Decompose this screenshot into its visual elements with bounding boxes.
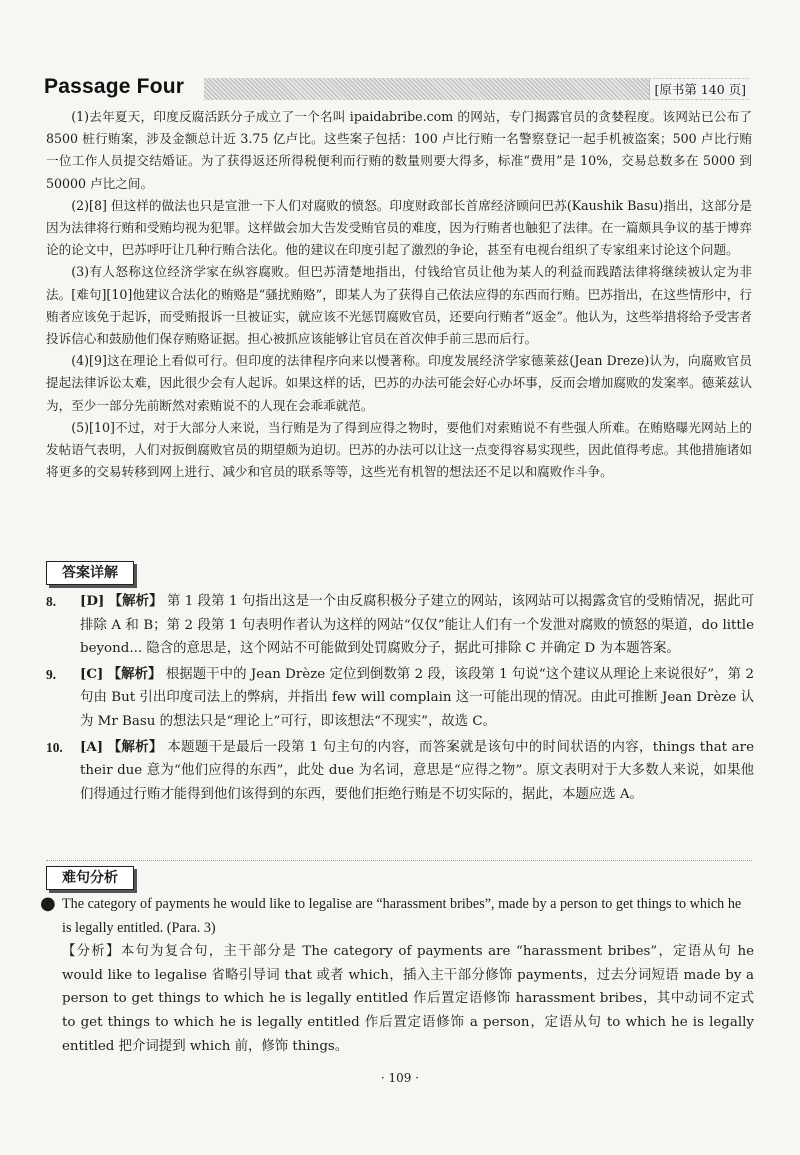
answer-number: 10. <box>46 739 63 755</box>
english-sentence: The category of payments he would like to legalise are “harassment bribes”, made by a person to get things to which he is legally entitled. (Para. 3) <box>62 896 742 936</box>
answer-list <box>46 590 754 808</box>
answer-explanation: 第 1 段第 1 句指出这是一个由反腐积极分子建立的网站，该网站可以揭露贪官的受贿情况，据此可排除 A 和 B；第 2 段第 1 句表明作者认为这样的网站“仅仅”能让人们有一个发泄对腐败的愤怒的渠道，do little beyond... 隐含的意思是，这个网站不可能做到处罚腐败分子，据此可排除 C 并确定 D 为本题答案。 <box>80 594 755 657</box>
answer-key: [D] <box>80 593 105 609</box>
translation-block <box>46 106 752 483</box>
bullet-icon: ● <box>40 893 56 914</box>
translation-paragraph-5: (5)[10]不过，对于大部分人来说，当行贿是为了得到应得之物时，要他们对索贿说不有些强人所难。在贿赂曝光网站上的发帖语气表明，人们对扳倒腐败官员的期望颇为迫切。巴苏的办法可以让这一点变得容易实现些，因此值得考虑。其他措施诸如将更多的交易转移到网上进行、减少和官员的联系等等，这些光有机智的想法还不足以和腐败作斗争。 <box>46 419 752 480</box>
passage-header <box>44 72 750 102</box>
difficult-sentence-block <box>40 893 754 1058</box>
section-divider <box>46 860 752 861</box>
answer-key: [C] <box>80 665 104 682</box>
sentence-analysis: 【分析】本句为复合句，主干部分是 The category of payments are “harassment bribes”，定语从句 he would like to legalise 省略引导词 that 或者 which，插入主干部分修饰 payments，过去分词短语 made by a person to get things to which he is legally entitled 作后置定语修饰 harassment bribes，其中动词不定式 to get things to which he is legally entitled 作后置定语修饰 a person，定语从句 to which he is legally entitled 把介词提到 which 前，修饰 things。 <box>62 944 754 1054</box>
answer-explanation: 本题题干是最后一段第 1 句主句的内容，而答案就是该句中的时间状语的内容，things that are their due 意为“他们应得的东西”，此处 due 为名词，意思是“应得之物”。原文表明对于大多数人来说，如果他们得通过行贿才能得到他们该得到的东西，要他们拒绝行贿是不切实际的，据此，本题应选 A。 <box>80 739 754 802</box>
translation-paragraph-4: (4)[9]这在理论上看似可行。但印度的法律程序向来以慢著称。印度发展经济学家德莱兹(Jean Dreze)认为，向腐败官员提起法律诉讼太难，因此很少会有人起诉。如果这样的话，巴苏的办法可能会好心办坏事，反而会增加腐败的发案率。德莱兹认为，至少一部分先前断然对索贿说不的人现在会乖乖就范。 <box>46 353 752 413</box>
answer-explanation: 根据题干中的 Jean Drèze 定位到倒数第 2 段，该段第 1 句说“这个建议从理论上来说很好”，第 2 句由 But 引出印度司法上的弊病，并指出 few will complain 这一可能出现的情况。由此可推断 Jean Drèze 认为 Mr Basu 的想法只是“理论上”可行，即该想法“不现实”，故选 C。 <box>80 666 754 729</box>
answer-number: 8. <box>46 594 57 609</box>
translation-paragraph-1: (1)去年夏天，印度反腐活跃分子成立了一个名叫 ipaidabribe.com 的网站，专门揭露官员的贪婪程度。该网站已公布了 8500 桩行贿案，涉及金额总计近 3.75 亿卢比。这些案子包括：100 卢比行贿一名警察登记一起手机被盗案；500 卢比行贿一位工作人员提交结婚证。为了获得返还所得税便利而行贿的数量则要大得多，标准“费用”是 10%，交易总数多在 5000 到 50000 卢比之间。 <box>46 109 752 191</box>
analysis-tag: 【解析】 <box>107 738 163 755</box>
page-number: · 109 · <box>380 1071 420 1085</box>
analysis-tag: 【解析】 <box>107 665 162 682</box>
answer-section-label: 答案详解 <box>46 561 134 585</box>
answer-item <box>46 663 754 734</box>
passage-title: Passage Four <box>44 75 185 98</box>
answer-item <box>46 736 754 807</box>
answer-number: 9. <box>46 666 57 682</box>
analysis-tag: 【解析】 <box>108 593 163 609</box>
answer-item <box>46 590 754 661</box>
answer-key: [A] <box>80 738 104 755</box>
translation-paragraph-2: (2)[8] 但这样的做法也只是宣泄一下人们对腐败的愤怒。印度财政部长首席经济顾问巴苏(Kaushik Basu)指出，这部分是因为法律将行贿和受贿均视为犯罪。这样做会加大告发受贿官员的难度，因为行贿者也触犯了法律。在一篇颇具争议的基于博弈论的论文中，巴苏呼吁让几种行贿合法化。他的建议在印度引起了激烈的争论，甚至有电视台组织了专家组来讨论这个问题。 <box>46 197 752 258</box>
translation-paragraph-3: (3)有人怒称这位经济学家在纵容腐败。但巴苏清楚地指出，付钱给官员让他为某人的利益而践踏法律将继续被认定为非法。[难句][10]他建议合法化的贿赂是“骚扰贿赂”，即某人为了获得自己依法应得的东西而行贿。巴苏指出，在这些情形中，行贿者应该免于起诉，而受贿报诉一旦被证实，就应该不光惩罚腐败官员，还要向行贿者“返金”。他认为，这些举措将给予受害者投诉信心和鼓励他们保存贿赂证据。担心被抓应该能够让官员在首次伸手前三思而后行。 <box>46 264 752 347</box>
original-page-ref: [原书第 140 页] <box>649 79 750 99</box>
difficult-sentence-label: 难句分析 <box>46 866 134 890</box>
